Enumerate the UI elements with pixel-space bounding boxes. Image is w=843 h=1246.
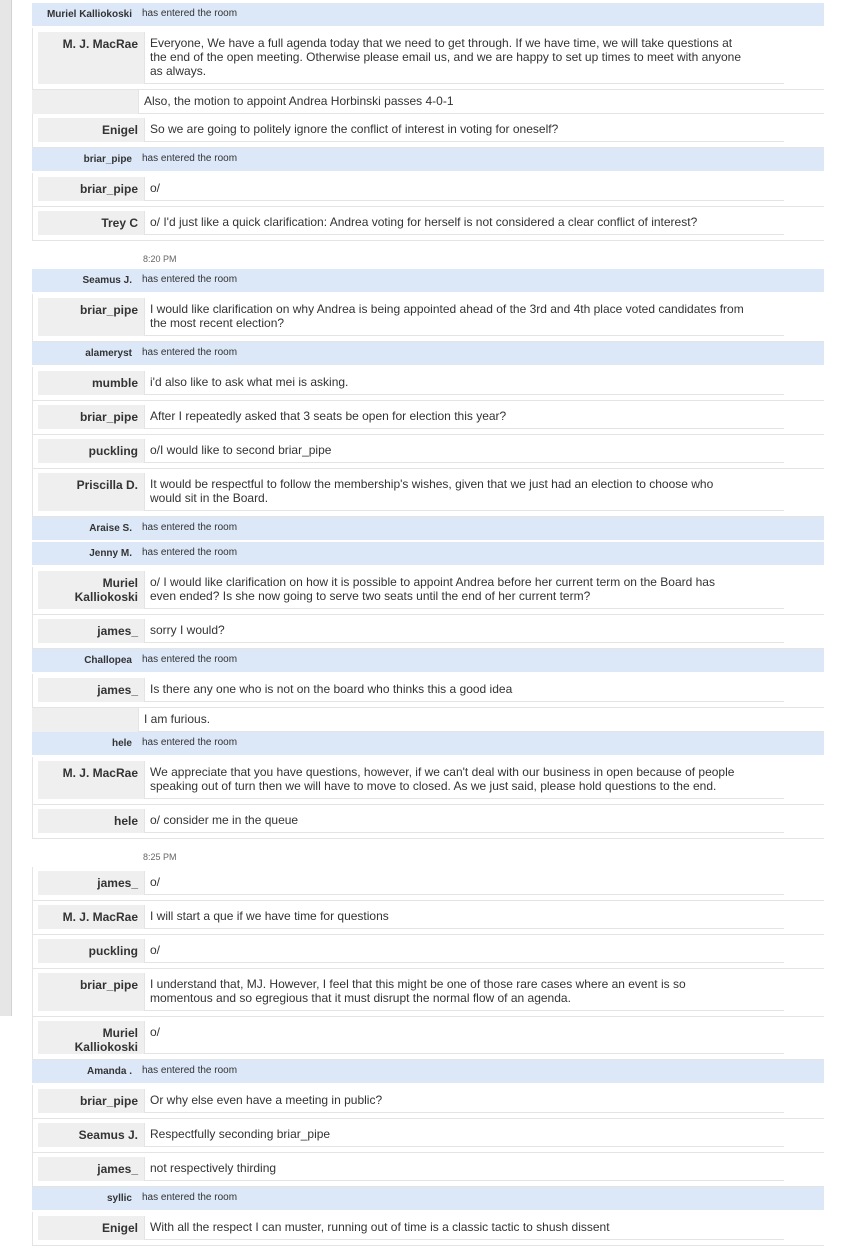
chat-message-row <box>32 567 824 615</box>
message-text: has entered the room <box>142 8 238 19</box>
message-text: has entered the room <box>142 1192 238 1203</box>
message-text: o/I would like to second briar_pipe <box>144 439 784 463</box>
chat-message-row <box>32 173 824 207</box>
message-text: Also, the motion to appoint Andrea Horbinski passes 4-0-1 <box>138 90 824 114</box>
message-author: Trey C <box>38 211 144 235</box>
message-author: hele <box>111 738 132 749</box>
message-author <box>32 708 138 732</box>
message-author: briar_pipe <box>38 177 144 201</box>
chat-message-row <box>32 90 824 114</box>
message-text: has entered the room <box>142 1065 238 1076</box>
message-author: puckling <box>38 939 144 963</box>
join-notice-row <box>32 649 824 674</box>
message-author: Araise S. <box>89 523 132 534</box>
join-notice-row <box>32 732 824 757</box>
chat-message-row <box>32 674 824 708</box>
chat-message-row <box>32 469 824 517</box>
message-author: Muriel Kalliokoski <box>46 9 132 20</box>
message-author: briar_pipe <box>38 405 144 429</box>
message-text: o/ <box>144 871 784 895</box>
message-author: briar_pipe <box>83 154 132 165</box>
chat-message-row <box>32 615 824 649</box>
chat-message-row <box>32 1119 824 1153</box>
message-author: Seamus J. <box>38 1123 144 1147</box>
chat-message-row <box>32 757 824 805</box>
join-notice-row <box>32 1060 824 1085</box>
chat-message-row <box>32 1153 824 1187</box>
chat-transcript <box>32 3 824 1246</box>
message-author: Enigel <box>38 1216 144 1240</box>
message-author <box>32 90 138 114</box>
message-author: M. J. MacRae <box>38 905 144 929</box>
chat-message-row <box>32 1085 824 1119</box>
join-notice-row <box>32 3 824 28</box>
chat-message-row <box>32 294 824 342</box>
chat-message-row <box>32 1017 824 1060</box>
message-text: i'd also like to ask what mei is asking. <box>144 371 784 395</box>
message-author: james_ <box>38 1157 144 1181</box>
message-text: has entered the room <box>142 153 238 164</box>
message-author: syllic <box>106 1193 132 1204</box>
message-author: mumble <box>38 371 144 395</box>
message-text: not respectively thirding <box>144 1157 784 1181</box>
chat-message-row <box>32 401 824 435</box>
message-text: has entered the room <box>142 547 238 558</box>
message-text: o/ I'd just like a quick clarification: Andrea voting for herself is not considered a clear conflict of interest? <box>144 211 784 235</box>
message-author: Muriel Kalliokoski <box>38 571 144 609</box>
message-text: So we are going to politely ignore the conflict of interest in voting for oneself? <box>144 118 784 142</box>
message-author: hele <box>38 809 144 833</box>
chat-message-row <box>32 935 824 969</box>
join-notice-row <box>32 542 824 567</box>
chat-message-row <box>32 1212 824 1246</box>
message-text: I understand that, MJ. However, I feel that this might be one of those rare cases where an event is so momentous and so egregious that it must disrupt the normal flow of an agenda. <box>144 973 784 1011</box>
message-text: We appreciate that you have questions, however, if we can't deal with our business in open because of people speaking out of turn then we will have to move to closed. As we just said, please hold questions to the end. <box>144 761 784 799</box>
join-notice-row <box>32 517 824 542</box>
chat-message-row <box>32 28 824 90</box>
message-text: Is there any one who is not on the board who thinks this a good idea <box>144 678 784 702</box>
message-author: briar_pipe <box>38 1089 144 1113</box>
chat-message-row <box>32 114 824 148</box>
message-text: It would be respectful to follow the membership's wishes, given that we just had an election to choose who would sit in the Board. <box>144 473 784 511</box>
timestamp-row <box>32 241 824 269</box>
message-text: o/ consider me in the queue <box>144 809 784 833</box>
message-text: Or why else even have a meeting in public? <box>144 1089 784 1113</box>
message-author: Priscilla D. <box>38 473 144 511</box>
message-author: james_ <box>38 871 144 895</box>
message-text: has entered the room <box>142 654 238 665</box>
message-text: o/ I would like clarification on how it is possible to appoint Andrea before her current term on the Board has even ended? Is she now going to serve two seats until the end of her current term? <box>144 571 784 609</box>
message-author: Amanda . <box>86 1066 132 1077</box>
message-text: has entered the room <box>142 347 238 358</box>
timestamp: 8:20 PM <box>138 241 824 269</box>
message-author: Challopea <box>84 655 132 666</box>
message-author: james_ <box>38 619 144 643</box>
chat-message-row <box>32 805 824 839</box>
message-text: has entered the room <box>142 274 238 285</box>
message-author: puckling <box>38 439 144 463</box>
message-author: briar_pipe <box>38 973 144 1011</box>
join-notice-row <box>32 342 824 367</box>
message-author <box>32 839 138 867</box>
message-text: o/ <box>144 939 784 963</box>
left-scroll-gutter <box>0 0 12 1016</box>
message-author: Jenny M. <box>89 548 132 559</box>
message-author: Seamus J. <box>82 275 132 286</box>
message-author: briar_pipe <box>38 298 144 336</box>
message-author: Enigel <box>38 118 144 142</box>
chat-message-row <box>32 207 824 241</box>
message-text: With all the respect I can muster, running out of time is a classic tactic to shush dissent <box>144 1216 784 1240</box>
chat-message-row <box>32 435 824 469</box>
message-text: I will start a que if we have time for questions <box>144 905 784 929</box>
message-text: o/ <box>144 177 784 201</box>
message-text: o/ <box>144 1021 784 1054</box>
message-author: M. J. MacRae <box>38 32 144 84</box>
message-text: sorry I would? <box>144 619 784 643</box>
chat-message-row <box>32 708 824 732</box>
chat-message-row <box>32 901 824 935</box>
message-author: Muriel Kalliokoski <box>38 1021 144 1054</box>
message-author <box>32 241 138 269</box>
chat-message-row <box>32 867 824 901</box>
timestamp: 8:25 PM <box>138 839 824 867</box>
message-text: I would like clarification on why Andrea is being appointed ahead of the 3rd and 4th place voted candidates from the most recent election? <box>144 298 784 336</box>
join-notice-row <box>32 148 824 173</box>
join-notice-row <box>32 269 824 294</box>
message-text: After I repeatedly asked that 3 seats be open for election this year? <box>144 405 784 429</box>
chat-message-row <box>32 969 824 1017</box>
message-author: alameryst <box>85 348 132 359</box>
message-author: M. J. MacRae <box>38 761 144 799</box>
message-text: has entered the room <box>142 522 238 533</box>
message-text: has entered the room <box>142 737 238 748</box>
message-text: I am furious. <box>138 708 824 732</box>
message-text: Everyone, We have a full agenda today that we need to get through. If we have time, we will take questions at the end of the open meeting. Otherwise please email us, and we are happy to set up times to meet with anyone as always. <box>144 32 784 84</box>
join-notice-row <box>32 1187 824 1212</box>
timestamp-row <box>32 839 824 867</box>
chat-message-row <box>32 367 824 401</box>
message-author: james_ <box>38 678 144 702</box>
message-text: Respectfully seconding briar_pipe <box>144 1123 784 1147</box>
